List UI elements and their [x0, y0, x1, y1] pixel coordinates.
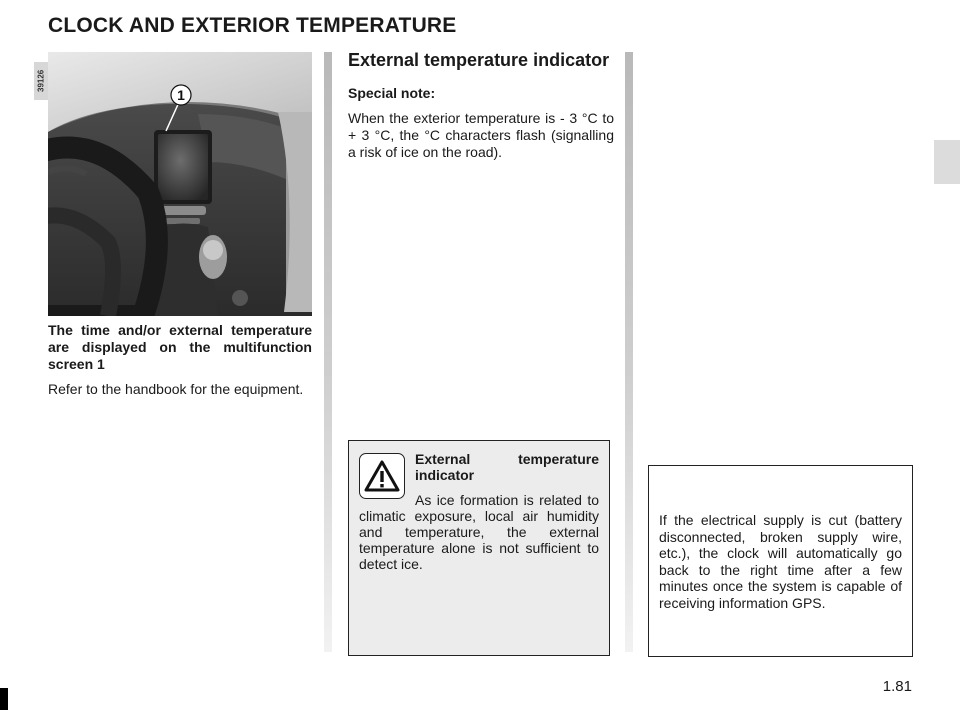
column-divider-right: [625, 52, 633, 652]
screen-callout-number: 1: [177, 87, 185, 103]
warning-box: [348, 440, 610, 656]
page-number: 1.81: [882, 678, 912, 695]
dashboard-photo: [48, 52, 312, 316]
section-side-tab: [934, 140, 960, 184]
handbook-reference-text: Refer to the handbook for the equipment.: [48, 381, 304, 397]
corner-mark: [0, 688, 8, 710]
warning-text: As ice formation is related to climatic exposure, local air humidity and temperature, the external temperature alone is not sufficient to detect ice.: [359, 492, 599, 572]
left-column: [48, 322, 312, 406]
column-divider-left: [324, 52, 332, 652]
middle-column: [348, 50, 614, 161]
info-text: If the electrical supply is cut (battery disconnected, broken supply wire, etc.), the clock will automatically go back to the right time after a few minutes once the system is capable of receiving information GPS.: [659, 512, 902, 611]
special-note-label: Special note:: [348, 85, 436, 101]
page-title: CLOCK AND EXTERIOR TEMPERATURE: [48, 14, 457, 37]
photo-reference-code: 39126: [34, 62, 48, 100]
info-box: [648, 465, 913, 657]
warning-triangle-icon: [359, 453, 405, 499]
special-note-text: When the exterior temperature is - 3 °C to + 3 °C, the °C characters flash (signalling a risk of ice on the road).: [348, 110, 614, 160]
dashboard-illustration: [48, 52, 312, 316]
photo-caption: The time and/or external temperature are displayed on the multifunction screen 1: [48, 322, 312, 372]
section-heading: External temperature indicator: [348, 50, 610, 70]
warning-title: External temperature indicator: [415, 451, 599, 483]
